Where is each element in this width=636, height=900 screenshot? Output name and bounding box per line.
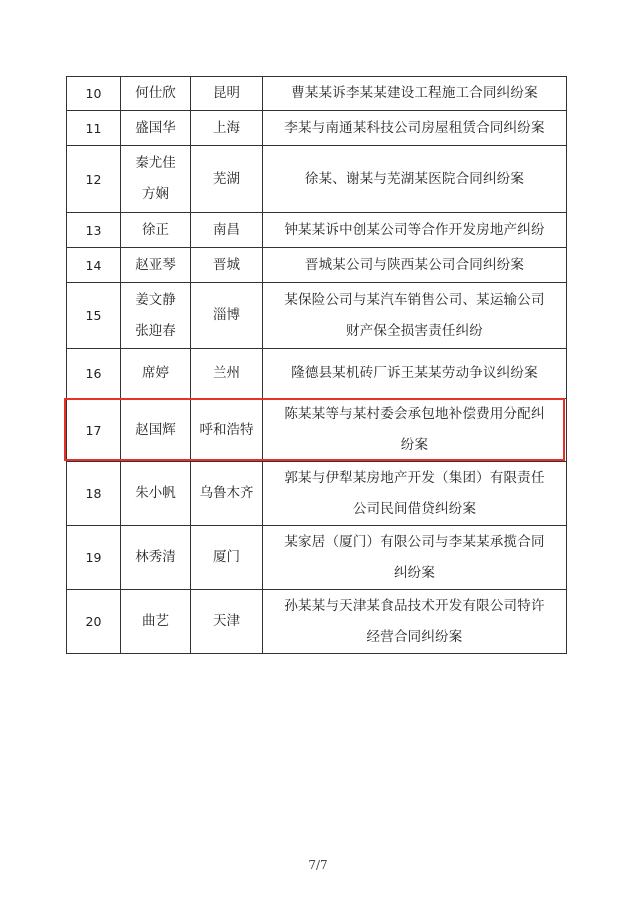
table-row xyxy=(67,526,567,590)
case-cell xyxy=(263,349,567,399)
case-line: 郭某与伊犁某房地产开发（集团）有限责任 xyxy=(284,469,545,486)
row-number-cell: 14 xyxy=(67,248,121,283)
cases-table-body xyxy=(67,77,567,654)
name-line: 何仕欣 xyxy=(135,85,176,101)
case-line: 隆德县某机砖厂诉王某某劳动争议纠纷案 xyxy=(291,365,538,381)
name-cell xyxy=(121,213,191,248)
table-row xyxy=(67,77,567,111)
case-cell xyxy=(263,213,567,248)
table-row xyxy=(67,146,567,213)
name-cell xyxy=(121,146,191,213)
case-line: 陈某某等与某村委会承包地补偿费用分配纠 xyxy=(284,406,545,422)
name-line: 朱小帆 xyxy=(135,485,176,501)
city-cell: 芜湖 xyxy=(191,146,263,213)
case-line: 某保险公司与某汽车销售公司、某运输公司 xyxy=(284,291,545,308)
case-line: 孙某某与天津某食品技术开发有限公司特许 xyxy=(284,597,545,614)
row-number-cell: 15 xyxy=(67,283,121,349)
name-cell xyxy=(121,462,191,526)
case-cell xyxy=(263,111,567,146)
table-row xyxy=(67,111,567,146)
case-cell xyxy=(263,590,567,654)
page-number: 7/7 xyxy=(308,858,328,872)
name-cell xyxy=(121,283,191,349)
case-line: 李某与南通某科技公司房屋租赁合同纠纷案 xyxy=(284,119,545,136)
case-line: 晋城某公司与陕西某公司合同纠纷案 xyxy=(304,256,525,273)
table-row xyxy=(67,462,567,526)
city-cell: 昆明 xyxy=(191,77,263,111)
case-line: 经营合同纠纷案 xyxy=(366,628,463,645)
city-cell: 兰州 xyxy=(191,349,263,399)
name-line: 林秀清 xyxy=(135,549,176,565)
city-cell: 呼和浩特 xyxy=(191,399,263,462)
row-number-cell: 13 xyxy=(67,213,121,248)
table-row xyxy=(67,590,567,654)
city-cell: 晋城 xyxy=(191,248,263,283)
row-number-cell: 17 xyxy=(67,399,121,462)
row-number-cell: 19 xyxy=(67,526,121,590)
case-cell xyxy=(263,399,567,462)
name-cell xyxy=(121,349,191,399)
name-cell xyxy=(121,248,191,283)
name-line: 赵国辉 xyxy=(135,421,176,438)
table-row xyxy=(67,248,567,283)
table-row xyxy=(67,213,567,248)
case-line: 某家居（厦门）有限公司与李某某承揽合同 xyxy=(284,533,545,550)
case-cell xyxy=(263,248,567,283)
name-cell xyxy=(121,526,191,590)
name-line: 方娴 xyxy=(142,186,169,202)
case-line: 公司民间借贷纠纷案 xyxy=(352,500,477,517)
name-line: 姜文静 xyxy=(135,291,176,308)
case-line: 钟某某诉中创某公司等合作开发房地产纠纷 xyxy=(284,221,545,238)
row-number-cell: 11 xyxy=(67,111,121,146)
name-cell xyxy=(121,399,191,462)
case-line: 纠纷案 xyxy=(393,564,436,581)
row-number-cell: 10 xyxy=(67,77,121,111)
city-cell: 南昌 xyxy=(191,213,263,248)
name-line: 徐正 xyxy=(142,221,169,238)
row-number-cell: 20 xyxy=(67,590,121,654)
name-line: 席婷 xyxy=(142,365,169,381)
case-line: 曹某某诉李某某建设工程施工合同纠纷案 xyxy=(291,85,538,101)
case-cell xyxy=(263,77,567,111)
table-row xyxy=(67,283,567,349)
city-cell: 天津 xyxy=(191,590,263,654)
name-cell xyxy=(121,590,191,654)
name-line: 赵亚琴 xyxy=(135,256,176,273)
city-cell: 淄博 xyxy=(191,283,263,349)
row-number-cell: 12 xyxy=(67,146,121,213)
case-cell xyxy=(263,462,567,526)
cases-table xyxy=(66,76,567,654)
case-cell xyxy=(263,146,567,213)
row-number-cell: 16 xyxy=(67,349,121,399)
city-cell: 上海 xyxy=(191,111,263,146)
case-cell xyxy=(263,526,567,590)
row-number-cell: 18 xyxy=(67,462,121,526)
name-cell xyxy=(121,111,191,146)
name-line: 张迎春 xyxy=(135,322,176,339)
case-line: 徐某、谢某与芜湖某医院合同纠纷案 xyxy=(304,170,525,187)
city-cell: 厦门 xyxy=(191,526,263,590)
name-line: 秦尤佳 xyxy=(135,155,176,171)
case-line: 财产保全损害责任纠纷 xyxy=(346,322,483,339)
city-cell: 乌鲁木齐 xyxy=(191,462,263,526)
name-line: 盛国华 xyxy=(135,119,176,136)
case-cell xyxy=(263,283,567,349)
name-cell xyxy=(121,77,191,111)
case-line: 纷案 xyxy=(400,437,429,453)
table-row xyxy=(67,349,567,399)
name-line: 曲艺 xyxy=(142,613,169,629)
table-row-highlighted xyxy=(67,399,567,462)
